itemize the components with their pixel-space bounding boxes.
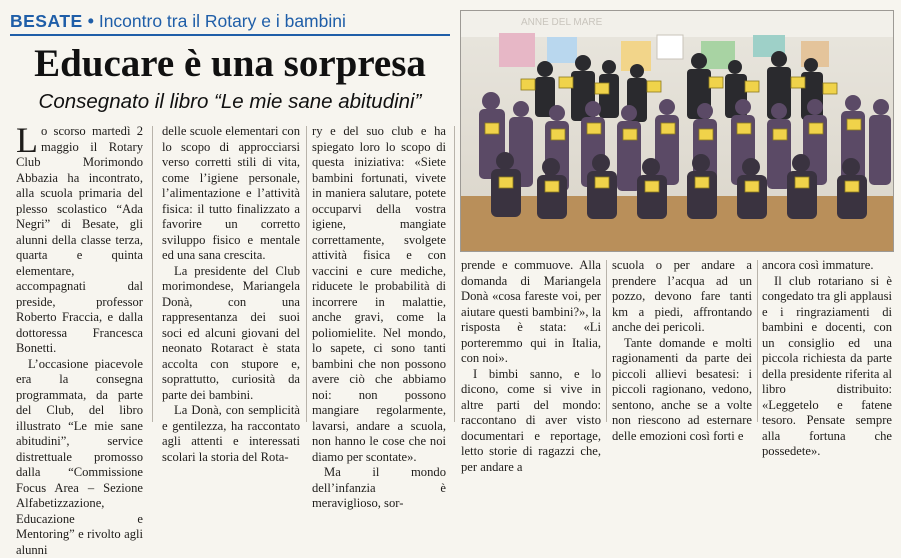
- subheadline: Consegnato il libro “Le mie sane abitudini”: [10, 88, 450, 116]
- article-paragraph: prende e commuove. Alla domanda di Mariangela Donà «cosa fareste voi, per aiutare questi bambini?», la risposta è stata: «Li porteremmo qui in Italia, con noi».: [461, 258, 601, 367]
- floor: [461, 196, 893, 251]
- article-paragraph: delle scuole elementari con lo scopo di approcciarsi verso corretti stili di vita, come l’igiene personale, l’alimentazione e l’attività fisica: il tutto finalizzato a favorire un corretto sviluppo fisico e mentale ed una sana crescita.: [162, 124, 300, 264]
- wall-poster: [657, 35, 683, 59]
- article-paragraph: ancora così immature.: [762, 258, 892, 274]
- headline: Educare è una sorpresa: [10, 40, 450, 88]
- article-paragraph: La Donà, con semplicità e gentilezza, ha raccontato agli attenti e interessati scolari la storia del Rota-: [162, 403, 300, 465]
- dropcap: L: [16, 125, 38, 155]
- class-photo: [460, 10, 894, 252]
- article-paragraph: I bimbi sanno, e lo dicono, come si vive in altre parti del mondo: raccontano di aver visto documentari e reportage, letto storie di ragazzi che, per andare a: [461, 367, 601, 476]
- wall-poster: [547, 37, 577, 63]
- article-paragraph: Ma il mondo dell’infanzia è meraviglioso, sor-: [312, 465, 446, 512]
- column-divider: [152, 126, 153, 422]
- article-paragraph: scuola o per andare a prendere l’acqua ad un pozzo, devono fare tanti km a piedi, affrontando anche dei pericoli.: [612, 258, 752, 336]
- article-paragraph: Tante domande e molti ragionamenti da parte dei piccoli allievi besatesi: i piccoli ragionano, vedono, sentono, anche se a volte non riescono ad esternare delle emozioni così forti e: [612, 336, 752, 445]
- article-paragraph: Il club rotariano si è congedato tra gli applausi e i ringraziamenti di bambini e docenti, con un consiglio ed una piccola richiesta da parte della presidente riferita al libro distribuito: «Leggetelo e fatene tesoro. Pensate sempre alla fortuna che possedete».: [762, 274, 892, 460]
- board-text: ANNE DEL MARE: [521, 17, 603, 28]
- column-divider: [757, 260, 758, 422]
- kicker-place: BESATE: [10, 11, 83, 32]
- column-divider: [306, 126, 307, 422]
- wall-poster: [499, 33, 535, 67]
- article-column-2: [162, 124, 300, 424]
- article-column-5: [612, 258, 752, 424]
- section-kicker: [10, 8, 450, 36]
- article-column-1: [16, 124, 143, 424]
- column-divider: [454, 126, 455, 422]
- kicker-topic: Incontro tra il Rotary e i bambini: [99, 11, 346, 32]
- article-column-4: [461, 258, 601, 424]
- column-divider: [606, 260, 607, 422]
- article-paragraph: L’occasione piacevole era la consegna programmata, da parte del Club, del libro illustrato “Le mie sane abitudini”, service distrettuale promosso dalla “Commissione Focus Area – Sezione Alfabetizzazione, Educazione e Mentoring” e rivolto agli alunni: [16, 357, 143, 558]
- kicker-separator: •: [88, 11, 94, 32]
- article-paragraph: ry e del suo club e ha spiegato loro lo scopo di questa iniziativa: «Siete bambini fortunati, vivete in maniera salutare, potete occuparvi della vostra igiene, mangiate correttamente, svolgete attività fisica e con vaccini e cure mediche, riducete le probabilità di incorrere in malattie, anche gravi, come la poliomielite. Nel mondo, lo sapete, ci sono tanti bambini che non possono avere ciò che abbiamo noi: non possono mangiare regolarmente, lavarsi, andare a scuola, non hanno le cose che noi diamo per scontate».: [312, 124, 446, 465]
- article-paragraph: La presidente del Club morimondese, Mariangela Donà, con una rappresentanza dei suoi soci ed alcuni giovani del neonato Rotaract è stata accolta con stupore e, soprattutto, curiosità da parte dei bambini.: [162, 264, 300, 404]
- article-paragraph: Lo scorso martedì 2 maggio il Rotary Club Morimondo Abbazia ha incontrato, alla scuola primaria del plesso scolastico “Ada Negri” di Besate, gli alunni della classe terza, quarta e quinta elementare, accompagnati dal preside, professor Roberto Fraccia, e dalla dottoressa Francesca Bonetti.: [16, 124, 143, 357]
- class-photo-illustration: [461, 11, 893, 251]
- article-column-6: [762, 258, 892, 424]
- article-column-3: [312, 124, 446, 424]
